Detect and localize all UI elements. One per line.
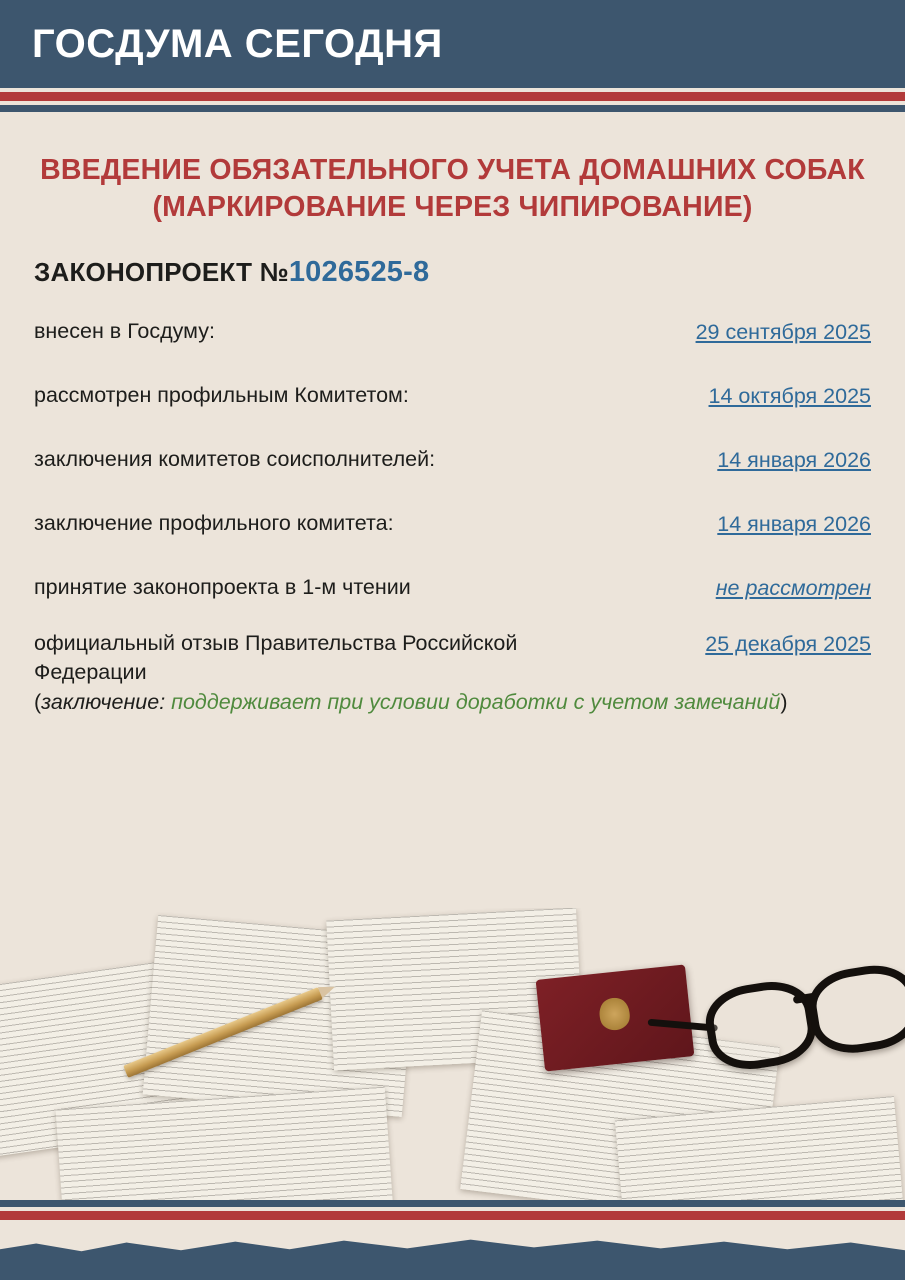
passport-booklet — [536, 964, 695, 1071]
conclusion-word: заключение: — [41, 689, 166, 714]
status-label: принятие законопроекта в 1-м чтении — [34, 575, 411, 600]
glasses-lens-left — [701, 976, 821, 1076]
status-row — [34, 509, 871, 539]
footer-rule-red — [0, 1211, 905, 1220]
status-row — [34, 381, 871, 411]
conclusion-open-paren: ( — [34, 689, 42, 714]
government-feedback-value: 25 декабря 2025 — [705, 632, 871, 657]
government-conclusion — [34, 688, 871, 716]
status-label: заключение профильного комитета: — [34, 511, 394, 536]
status-value: 14 января 2026 — [717, 448, 871, 473]
emblem-icon — [598, 996, 631, 1033]
status-label: внесен в Госдуму: — [34, 319, 215, 344]
status-list — [34, 317, 871, 716]
content-area — [0, 112, 905, 716]
status-value: 29 сентября 2025 — [695, 320, 871, 345]
header-band — [0, 0, 905, 88]
conclusion-verdict: поддерживает при условии доработки с учетом замечаний — [165, 689, 781, 714]
government-feedback-block — [34, 629, 871, 716]
government-feedback-label: официальный отзыв Правительства Российской Федерации — [34, 631, 518, 684]
glasses-lens-right — [804, 959, 905, 1059]
bill-identifier — [34, 256, 871, 289]
status-value: 14 января 2026 — [717, 512, 871, 537]
status-label: заключения комитетов соисполнителей: — [34, 447, 436, 472]
page-title: ГОСДУМА СЕГОДНЯ — [32, 22, 443, 66]
status-value: 14 октября 2025 — [708, 384, 871, 409]
bill-number: 1026525-8 — [288, 256, 430, 289]
status-row — [34, 445, 871, 475]
status-row — [34, 317, 871, 347]
status-value: не рассмотрен — [715, 576, 871, 601]
photo-documents-desk — [0, 908, 905, 1200]
status-label: рассмотрен профильным Комитетом: — [34, 383, 409, 408]
conclusion-close-paren: ) — [780, 689, 788, 714]
government-feedback-row — [34, 629, 871, 686]
header-rule-red — [0, 92, 905, 101]
footer-rule-blue — [0, 1200, 905, 1207]
bill-label: ЗАКОНОПРОЕКТ № — [34, 257, 289, 288]
status-row — [34, 573, 871, 603]
document-title: ВВЕДЕНИЕ ОБЯЗАТЕЛЬНОГО УЧЕТА ДОМАШНИХ СОБАК (МАРКИРОВАНИЕ ЧЕРЕЗ ЧИПИРОВАНИЕ) — [40, 154, 865, 224]
eyeglasses-icon — [698, 943, 905, 1079]
header-rule-blue — [0, 105, 905, 112]
